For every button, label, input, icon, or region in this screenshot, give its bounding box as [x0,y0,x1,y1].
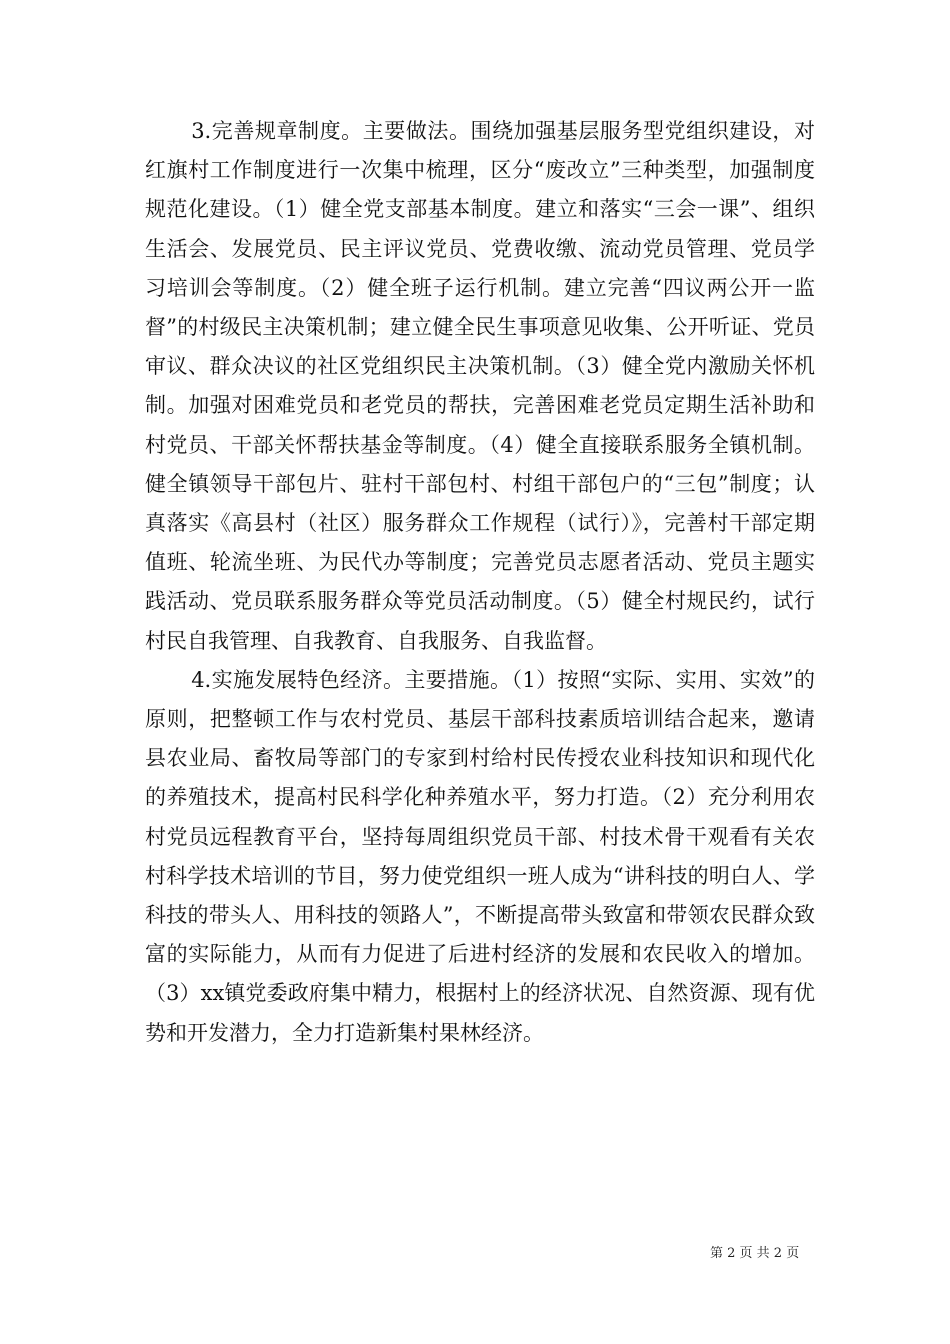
paragraph-regulations: 3.完善规章制度。主要做法。围绕加强基层服务型党组织建设，对红旗村工作制度进行一次集中梳理，区分“废改立”三种类型，加强制度规范化建设。（1）健全党支部基本制度。建立和落实“三会一课”、组织生活会、发展党员、民主评议党员、党费收缴、流动党员管理、党员学习培训会等制度。（2）健全班子运行机制。建立完善“四议两公开一监督”的村级民主决策机制；建立健全民生事项意见收集、公开听证、党员审议、群众决议的社区党组织民主决策机制。（3）健全党内激励关怀机制。加强对困难党员和老党员的帮扶，完善困难老党员定期生活补助和村党员、干部关怀帮扶基金等制度。（4）健全直接联系服务全镇机制。健全镇领导干部包片、驻村干部包村、村组干部包户的“三包”制度；认真落实《高县村（社区）服务群众工作规程（试行）》，完善村干部定期值班、轮流坐班、为民代办等制度；完善党员志愿者活动、党员主题实践活动、党员联系服务群众等党员活动制度。（5）健全村规民约，试行村民自我管理、自我教育、自我服务、自我监督。 [145,119,815,653]
page-number-footer: 第 2 页 共 2 页 [710,1246,800,1261]
document-body [145,112,815,1053]
paragraph-economy: 4.实施发展特色经济。主要措施。（1）按照“实际、实用、实效”的原则，把整顿工作与农村党员、基层干部科技素质培训结合起来，邀请县农业局、畜牧局等部门的专家到村给村民传授农业科技知识和现代化的养殖技术，提高村民科学化种养殖水平，努力打造。（2）充分利用农村党员远程教育平台，坚持每周组织党员干部、村技术骨干观看有关农村科学技术培训的节目，努力使党组织一班人成为“讲科技的明白人、学科技的带头人、用科技的领路人”，不断提高带头致富和带领农民群众致富的实际能力，从而有力促进了后进村经济的发展和农民收入的增加。（3）xx镇党委政府集中精力，根据村上的经济状况、自然资源、现有优势和开发潜力，全力打造新集村果林经济。 [145,667,815,1045]
